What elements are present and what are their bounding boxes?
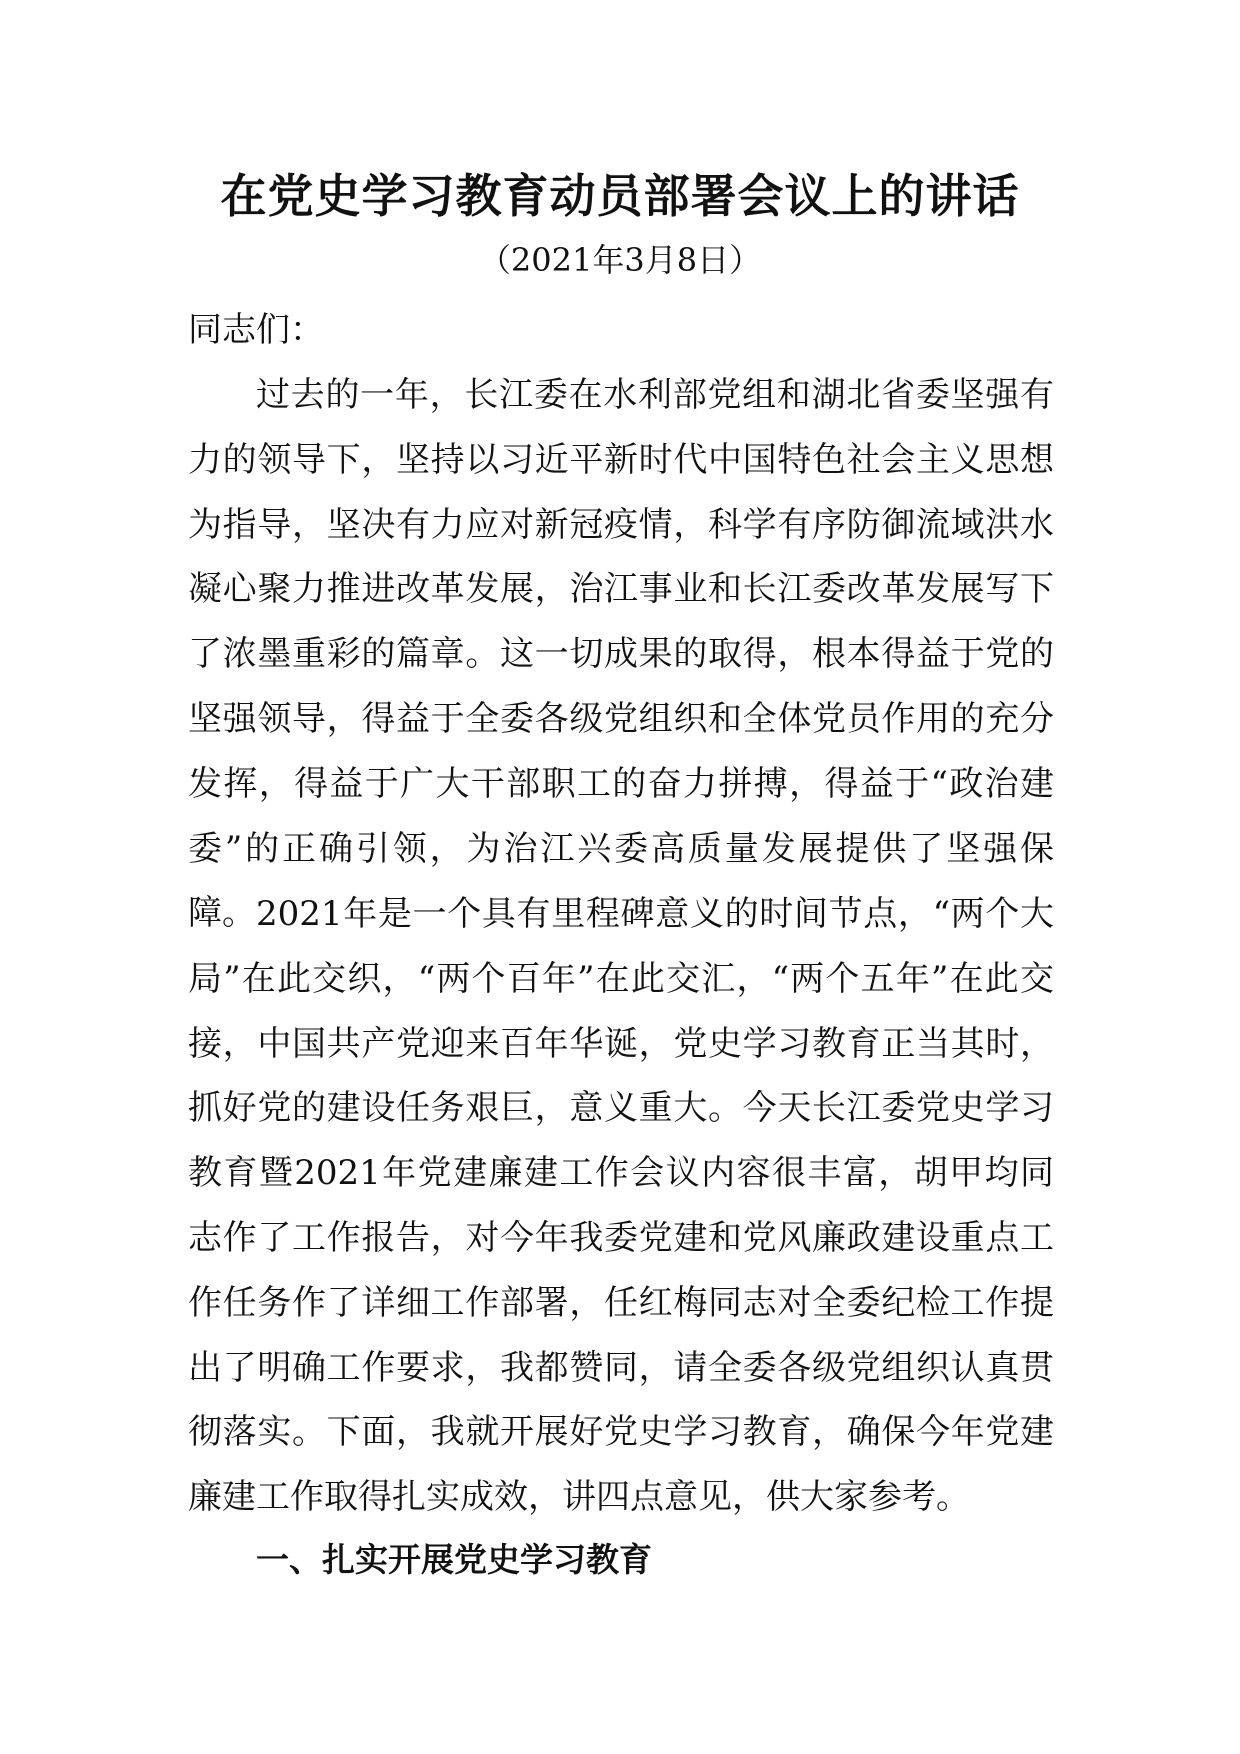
paragraph: 2021年是一个具有里程碑意义的时间节点，“两个大局”在此交织，“两个百年”在此交汇，“两个五年”在此交接，中国共产党迎来百年华诞，党史学习教育正当其时，抓好党的建设任务艰巨，意义重大。今天长江委党史学习教育暨2021年党建廉建工作会议内容很丰富，胡甲均同志作了工作报告，对今年我委党建和党风廉政建设重点工作任务作了详细工作部署，任红梅同志对全委纪检工作提出了明确工作要求，我都赞同，请全委各级党组织认真贯彻落实。下面，我就开展好党史学习教育，确保今年党建廉建工作取得扎实成效，讲四点意见，供大家参考。 xyxy=(188,894,1054,1518)
paragraph: 过去的一年，长江委在水利部党组和湖北省委坚强有力的领导下，坚持以习近平新时代中国特色社会主义思想为指导，坚决有力应对新冠疫情，科学有序防御流域洪水凝心聚力推进改革发展，治江事业和长江委改革发展写下了浓墨重彩的篇章。这一切成果的取得，根本得益于党的坚强领导，得益于全委各级党组织和全体党员作用的充分发挥，得益于广大干部职工的奋力拼搏，得益于“政治建委”的正确引领，为治江兴委高质量发展提供了坚强保障。 xyxy=(188,375,1054,934)
document-title: 在党史学习教育动员部署会议上的讲话 xyxy=(220,169,1020,223)
salutation: 同志们： xyxy=(188,310,324,350)
section-heading: 一、扎实开展党史学习教育 xyxy=(256,1540,652,1579)
document-date: （2021年3月8日） xyxy=(478,241,762,279)
